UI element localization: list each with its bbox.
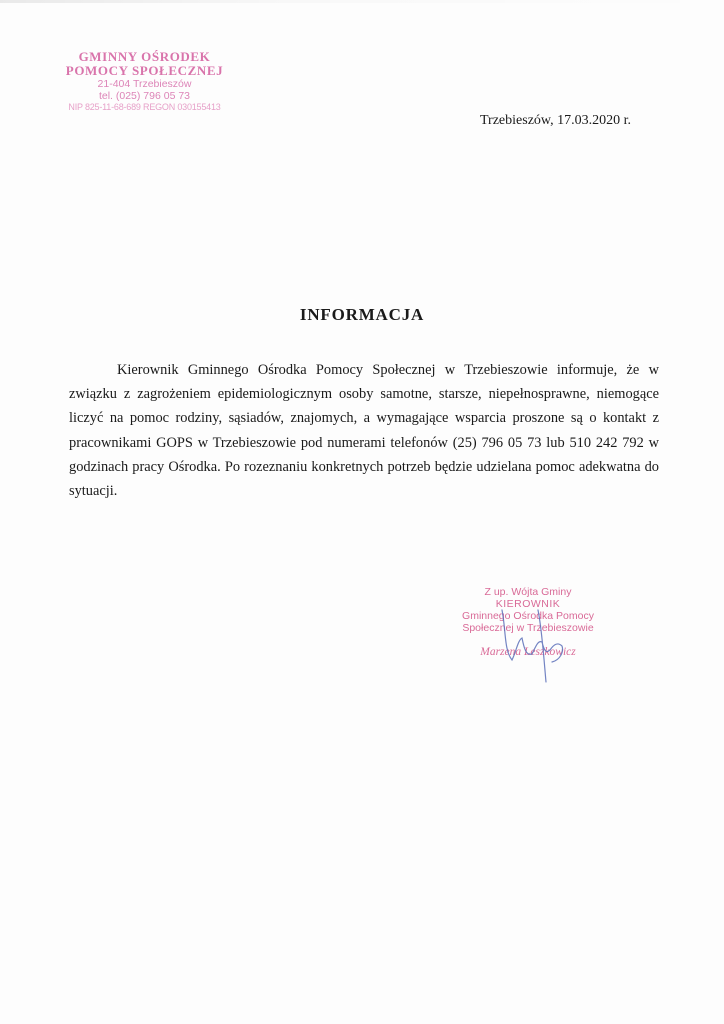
signature-stamp-line-4: Społecznej w Trzebieszowie <box>462 622 594 634</box>
handwritten-signature <box>492 590 582 685</box>
stamp-line-1: GMINNY OŚRODEK <box>78 49 211 64</box>
stamp-ids: NIP 825-11-68-689 REGON 030155413 <box>68 102 221 112</box>
body-text <box>69 358 659 503</box>
body-paragraph: Kierownik Gminnego Ośrodka Pomocy Społecznej w Trzebieszowie informuje, że w związku z zagrożeniem epidemiologicznym osoby samotne, starsze, niepełnosprawne, niemogące liczyć na pomoc rodziny, sąsiadów, znajomych, a wymagające wsparcia proszone są o kontakt z pracownikami GOPS w Trzebieszowie pod numerami telefonów (25) 796 05 73 lub 510 242 792 w godzinach pracy Ośrodka. Po rozeznaniu konkretnych potrzeb będzie udzielana pomoc adekwatna do sytuacji. <box>69 362 659 500</box>
institution-stamp <box>52 50 237 113</box>
stamp-line-2: POMOCY SPOŁECZNEJ <box>65 63 224 78</box>
stamp-address: 21-404 Trzebieszów <box>97 78 192 90</box>
signature-stamp-line-1: Z up. Wójta Gminy <box>484 586 572 598</box>
signatory-name: Marzena Leszkowicz <box>480 646 576 658</box>
signature-stamp-line-2: KIEROWNIK <box>495 598 561 610</box>
signature-stamp-line-3: Gminnego Ośrodka Pomocy <box>462 610 594 622</box>
stamp-phone: tel. (025) 796 05 73 <box>98 90 191 102</box>
place-date: Trzebieszów, 17.03.2020 r. <box>480 113 632 128</box>
document-title: INFORMACJA <box>299 305 425 324</box>
scan-edge-shadow <box>0 0 724 3</box>
